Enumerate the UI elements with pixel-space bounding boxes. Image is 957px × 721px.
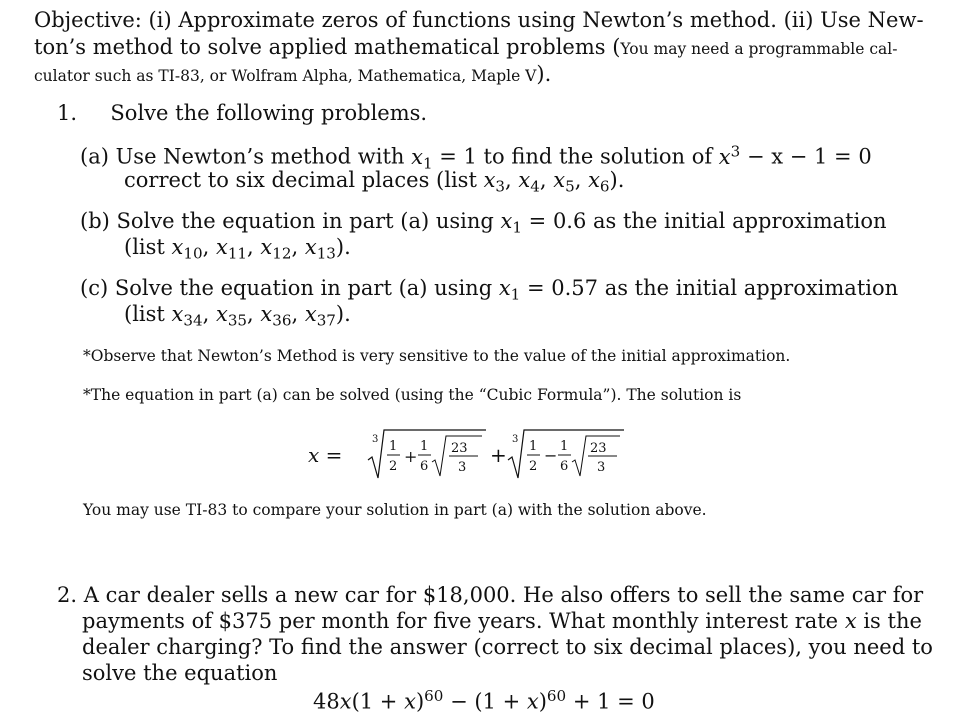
objective-line-3: culator such as TI-83, or Wolfram Alpha, Mathematica, Maple V). [34, 62, 552, 86]
svg-text:2: 2 [389, 459, 398, 474]
svg-text:1: 1 [389, 439, 398, 454]
svg-text:−: − [544, 446, 558, 465]
svg-text:6: 6 [420, 459, 429, 474]
formula-plus: + [490, 443, 507, 467]
problem-2-line-1: 2. A car dealer sells a new car for $18,000. He also offers to sell the same car for [57, 583, 924, 607]
problem-2-line-2: payments of $375 per month for five years. What monthly interest rate x is the [82, 609, 922, 633]
svg-text:23: 23 [590, 441, 607, 456]
cubic-formula [308, 424, 628, 486]
root-index-1: 3 [372, 434, 379, 445]
problem-1-number: 1. [57, 101, 78, 125]
problem-2-line-4: solve the equation [82, 661, 278, 685]
problem-1-heading [57, 101, 427, 125]
root-index-2: 3 [512, 434, 519, 445]
svg-text:23: 23 [451, 441, 468, 456]
svg-text:2: 2 [529, 459, 538, 474]
problem-2-line-3: dealer charging? To find the answer (correct to six decimal places), you need to [82, 635, 933, 659]
part-b-line-2: (list $x_{10}$, $x_{11}$, $x_{12}$, $x_{13}$). [124, 235, 351, 263]
problem-2-equation: $48x(1 + x)^{60} - (1 + x)^{60} + 1 = 0$ [313, 687, 655, 714]
note-ti83: You may use TI-83 to compare your solution in part (a) with the solution above. [83, 501, 707, 519]
calculator-note: You may need a programmable cal- [620, 40, 898, 58]
problem-2-number: 2. [57, 583, 78, 607]
formula-x: x = [308, 443, 343, 467]
part-c-line-2: (list $x_{34}$, $x_{35}$, $x_{36}$, $x_{37}$). [124, 302, 351, 330]
svg-text:1: 1 [420, 439, 429, 454]
svg-text:3: 3 [458, 460, 467, 475]
part-a-line-1: (a) Use Newton’s method with $x_1 = 1$ to find the solution of $x^3 - x - 1 = 0$ [80, 142, 872, 173]
problem-1-title: Solve the following problems. [110, 101, 428, 125]
svg-text:3: 3 [597, 460, 606, 475]
part-b-line-1: (b) Solve the equation in part (a) using $x_1 = 0.6$ as the initial approximation [80, 209, 887, 237]
svg-text:1: 1 [529, 439, 538, 454]
part-a-line-2: correct to six decimal places (list $x_3$, $x_4$, $x_5$, $x_6$). [124, 168, 625, 196]
part-c-line-1: (c) Solve the equation in part (a) using $x_1 = 0.57$ as the initial approximation [80, 276, 899, 304]
svg-text:1: 1 [560, 439, 569, 454]
note-sensitivity: *Observe that Newton’s Method is very sensitive to the value of the initial approximation. [83, 347, 791, 365]
objective-line-2: ton’s method to solve applied mathematical problems (You may need a programmable cal- [34, 35, 898, 59]
svg-text:+: + [404, 447, 418, 466]
note-cubic-formula: *The equation in part (a) can be solved (using the “Cubic Formula”). The solution is [83, 386, 742, 404]
objective-line-1: Objective: (i) Approximate zeros of functions using Newton’s method. (ii) Use New- [34, 8, 924, 32]
svg-text:6: 6 [560, 459, 569, 474]
